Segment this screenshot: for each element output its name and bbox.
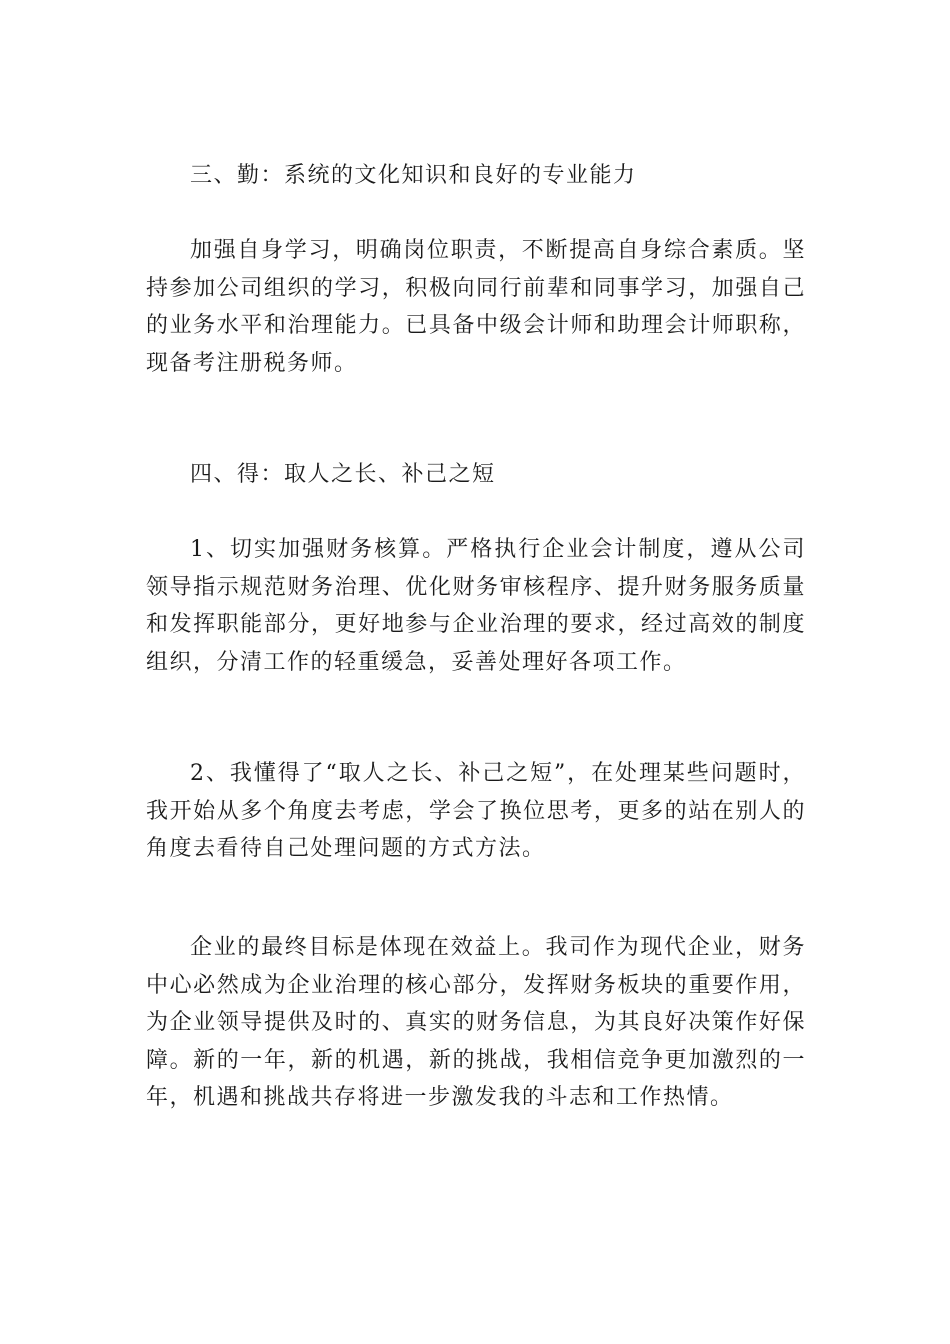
section-4-item-1: 1、切实加强财务核算。严格执行企业会计制度，遵从公司领导指示规范财务治理、优化财务审核程序、提升财务服务质量和发挥职能部分，更好地参与企业治理的要求，经过高效的制度组织，分清工作的轻重缓急，妥善处理好各项工作。 [146,537,806,675]
section-3-paragraph: 加强自身学习，明确岗位职责，不断提高自身综合素质。坚持参加公司组织的学习，积极向同行前辈和同事学习，加强自己的业务水平和治理能力。已具备中级会计师和助理会计师职称，现备考注册税务师。 [146,238,806,376]
section-3-heading: 三、勤：系统的文化知识和良好的专业能力 [190,163,637,188]
section-4-heading: 四、得：取人之长、补己之短 [190,462,496,487]
closing-paragraph: 企业的最终目标是体现在效益上。我司作为现代企业，财务中心必然成为企业治理的核心部分，发挥财务板块的重要作用，为企业领导提供及时的、真实的财务信息，为其良好决策作好保障。新的一年，新的机遇，新的挑战，我相信竞争更加激烈的一年，机遇和挑战共存将进一步激发我的斗志和工作热情。 [146,935,806,1110]
section-4-item-2: 2、我懂得了“取人之长、补己之短”，在处理某些问题时，我开始从多个角度去考虑，学会了换位思考，更多的站在别人的角度去看待自己处理问题的方式方法。 [146,761,806,861]
